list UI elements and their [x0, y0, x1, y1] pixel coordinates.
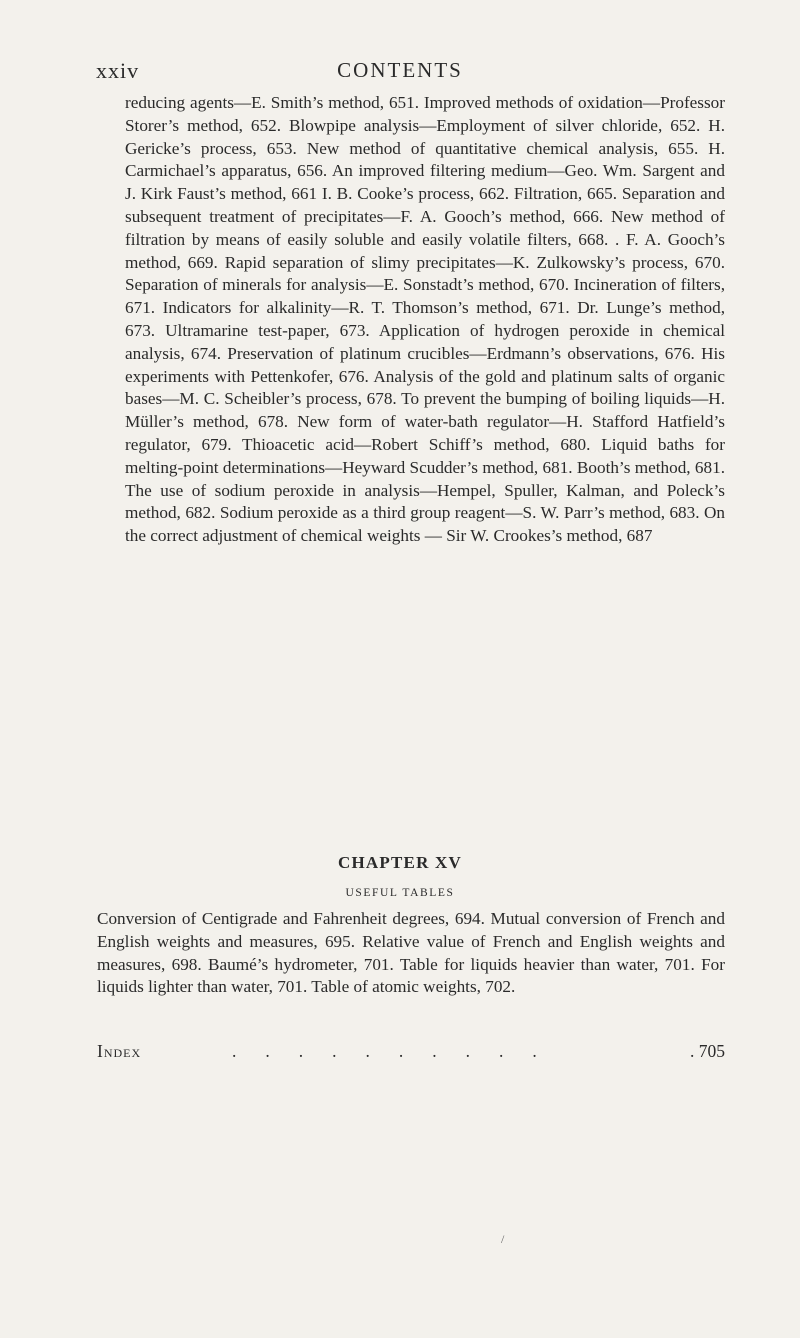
- index-label: Index: [97, 1041, 142, 1061]
- stray-mark: /: [501, 1232, 505, 1246]
- chapter-subtitle: USEFUL TABLES: [345, 887, 455, 899]
- page-number: xxiv: [96, 58, 140, 83]
- index-page-number: . 705: [690, 1041, 725, 1061]
- chapter-heading: CHAPTER XV: [338, 853, 462, 872]
- page-header: [0, 58, 800, 84]
- dot-leader: ..........: [232, 1041, 566, 1061]
- running-title: CONTENTS: [337, 58, 463, 82]
- chapter-summary: Conversion of Centigrade and Fahrenheit degrees, 694. Mutual conversion of French and English weights and measures, 695. Relative value of French and English weights and measures, 698. Baumé’s hydrometer, 701. Table for liquids heavier than water, 701. For liquids lighter than water, 701. Table of atomic weights, 702.: [97, 909, 725, 997]
- index-entry: [97, 1041, 725, 1067]
- continued-chapter-summary: reducing agents—E. Smith’s method, 651. Improved methods of oxidation—Professor Storer’s method, 652. Blowpipe analysis—Employment of silver chloride, 652. H. Gericke’s process, 653. New method of quantitative chemical analysis, 655. H. Carmichael’s apparatus, 656. An improved filtering medium—Geo. Wm. Sargent and J. Kirk Faust’s method, 661 I. B. Cooke’s process, 662. Filtration, 665. Separation and subsequent treatment of precipitates—F. A. Gooch’s method, 666. New method of filtration by means of easily soluble and easily volatile filters, 668. . F. A. Gooch’s method, 669. Rapid separation of slimy precipitates—K. Zulkowsky’s process, 670. Separation of minerals for analysis—E. Sonstadt’s method, 670. Incineration of filters, 671. Indicators for alkalinity—R. T. Thomson’s method, 671. Dr. Lunge’s method, 673. Ultramarine test-paper, 673. Application of hydrogen peroxide in chemical analysis, 674. Preservation of platinum crucibles—Erdmann’s observations, 676. His experiments with Pettenkofer, 676. Analysis of the gold and platinum salts of organic bases—M. C. Scheibler’s process, 678. To prevent the bumping of boiling liquids—H. Müller’s method, 678. New form of water-bath regulator—H. Stafford Hatfield’s regulator, 679. Thioacetic acid—Robert Schiff’s method, 680. Liquid baths for melting-point determinations—Heyward Scudder’s method, 681. Booth’s method, 681. The use of sodium peroxide in analysis—Hempel, Spuller, Kalman, and Poleck’s method, 682. Sodium peroxide as a third group reagent—S. W. Parr’s method, 683. On the correct adjustment of chemical weights — Sir W. Crookes’s method, 687: [125, 93, 725, 546]
